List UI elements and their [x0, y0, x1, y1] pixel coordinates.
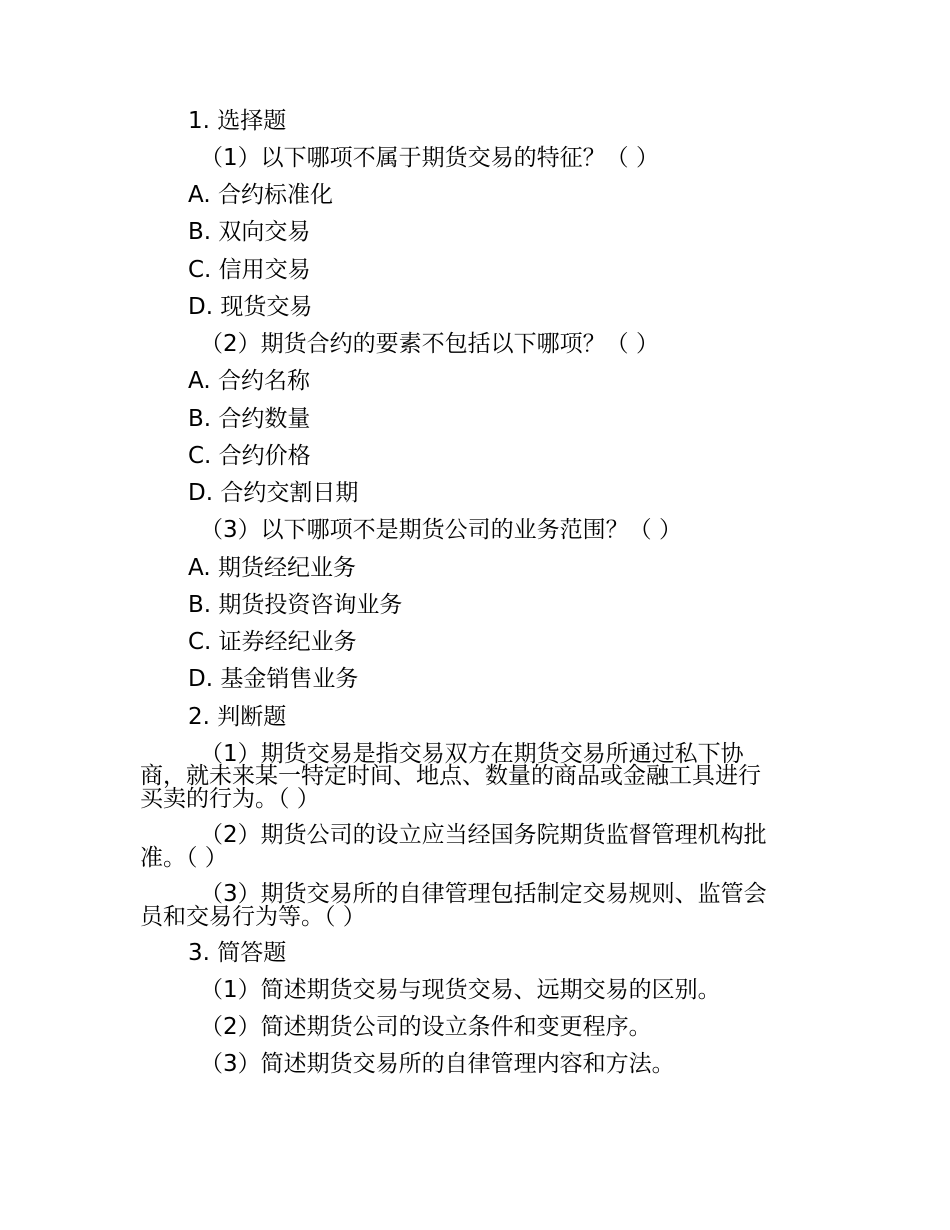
option-item: C. 证券经纪业务	[188, 629, 357, 655]
question-stem: （1）以下哪项不属于期货交易的特征？（ ）	[200, 145, 659, 171]
judgment-line: 准。（ ）	[140, 845, 228, 871]
short-answer-item: （2）简述期货公司的设立条件和变更程序。	[200, 1014, 652, 1040]
question-stem: （3）以下哪项不是期货公司的业务范围？（ ）	[200, 517, 682, 543]
option-item: D. 合约交割日期	[188, 480, 359, 506]
judgment-line: 商，就未来某一特定时间、地点、数量的商品或金融工具进行	[140, 763, 761, 789]
judgment-line: 员和交易行为等。（ ）	[140, 904, 366, 930]
option-item: B. 双向交易	[188, 219, 311, 245]
short-answer-item: （1）简述期货交易与现货交易、远期交易的区别。	[200, 977, 721, 1003]
option-item: A. 期货经纪业务	[188, 555, 356, 581]
option-item: B. 期货投资咨询业务	[188, 592, 403, 618]
option-item: D. 基金销售业务	[188, 666, 359, 692]
option-item: D. 现货交易	[188, 294, 313, 320]
option-item: C. 合约价格	[188, 443, 311, 469]
judgment-line: （3）期货交易所的自律管理包括制定交易规则、监管会	[200, 881, 767, 907]
option-item: C. 信用交易	[188, 257, 311, 283]
short-answer-item: （3）简述期货交易所的自律管理内容和方法。	[200, 1051, 675, 1077]
judgment-line: （2）期货公司的设立应当经国务院期货监督管理机构批	[200, 822, 767, 848]
section-title-judgment: 2. 判断题	[188, 704, 287, 730]
section-title-short-answer: 3. 简答题	[188, 940, 287, 966]
judgment-line: （1）期货交易是指交易双方在期货交易所通过私下协	[200, 741, 744, 767]
section-title-choice: 1. 选择题	[188, 108, 287, 134]
judgment-line: 买卖的行为。（ ）	[140, 786, 320, 812]
option-item: A. 合约名称	[188, 368, 310, 394]
question-stem: （2）期货合约的要素不包括以下哪项？（ ）	[200, 331, 659, 357]
option-item: B. 合约数量	[188, 406, 311, 432]
option-item: A. 合约标准化	[188, 182, 333, 208]
